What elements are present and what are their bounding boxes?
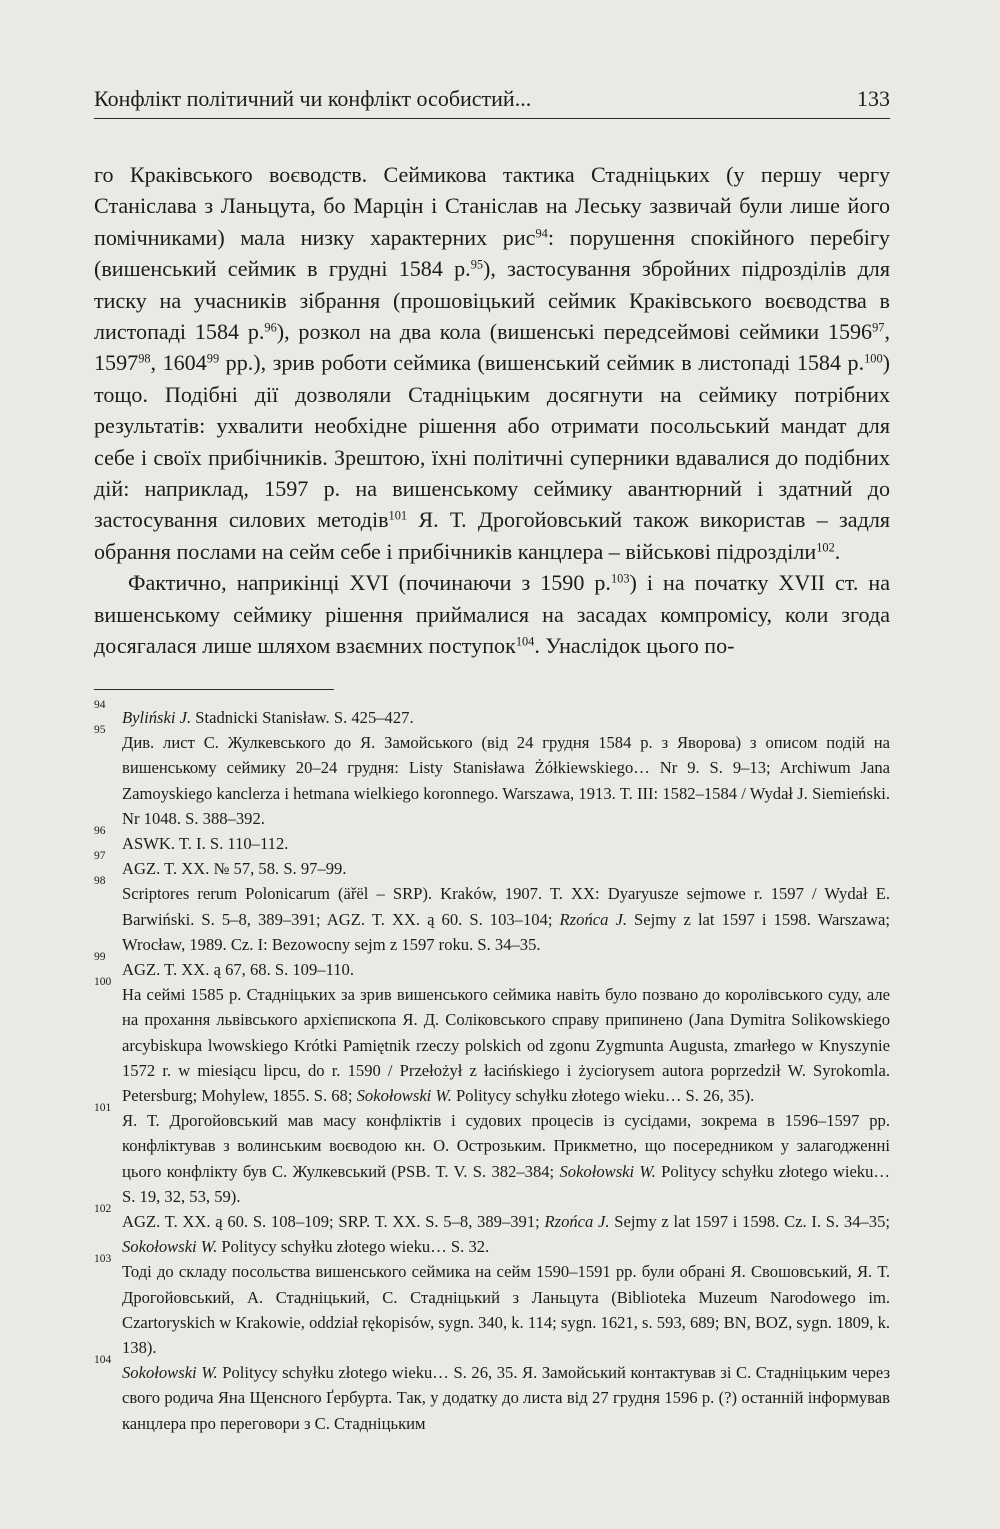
- footnote: 100 На сеймі 1585 р. Стадніцьких за зрив вишенського сеймика навіть було позвано до королівського суду, але на прохання львівського архієпископа Я. Д. Соліковського справу припинено (Jana Dymitra Solikowskiego arcybiskupa lwowskiego Krótki Pamiętnik rzeczy polskich od zgonu Zygmunta Augusta, zmarłego w Knyszynie 1572 r. w miesiącu lipcu, do r. 1590 / Przełożył z łacińskiego i życiorysem autora poprzedził W. Syrokomla. Petersburg; Mohylew, 1855. S. 68; Sokołowski W. Politycy schyłku złotego wieku… S. 26, 35).: [94, 976, 890, 1106]
- footnote-number: 104: [94, 1354, 112, 1367]
- footnote: 97 AGZ. T. XX. № 57, 58. S. 97–99.: [94, 850, 347, 879]
- running-title: Конфлікт політичний чи конфлікт особистий...: [94, 86, 532, 111]
- footnote: 101 Я. Т. Дрогойовський мав масу конфліктів і судових процесів із сусідами, зокрема в 1596–1597 рр. конфліктував з волинським воєводою кн. О. Острозьким. Прикметно, що посередником у залагодженні цього конфлікту був С. Жулкевський (PSB. T. V. S. 382–384; Sokołowski W. Politycy schyłku złotego wieku… S. 19, 32, 53, 59).: [94, 1102, 890, 1206]
- footnote-ref[interactable]: 100: [864, 352, 883, 367]
- footnotes: [94, 699, 891, 1436]
- paragraph-1: го Краківського воєводств. Сеймикова тактика Стадніцьких (у першу чергу Станіслава з Ланьцута, бо Марцін і Станіслав на Леську зазвичай були лише його помічниками) мала низку характерних рис$^{94}$: порушення спокійного перебігу (вишенський сеймик в грудні 1584 р.$^{95}$), застосування збройних підрозділів для тиску на учасників зібрання (прошовіцький сеймик Краківського воєводства в листопаді 1584 р.$^{96}$), розкол на два кола (вишенські передсеймові сеймики 1596$^{97}$, 1597$^{98}$, 1604$^{99}$ рр.), зрив роботи сеймика (вишенський сеймик в листопаді 1584 р.$^{100}$) тощо. Подібні дії дозволяли Стадніцьким досягнути на сеймику потрібних результатів: ухвалити необхідне рішення або отримати посольський мандат для себе і своїх прибічників. Зрештою, їхні політичні суперники вдавалися до подібних дій: наприклад, 1597 р. на вишенському сеймику авантюрний і здатний до застосування силових методів$^{101}$ Я. Т. Дрогойовський також використав – задля обрання послами на сейм себе і прибічників канцлера – військові підрозділи$^{102}$.: [94, 162, 891, 564]
- footnote-number: 95: [94, 724, 106, 737]
- footnote-number: 94: [94, 699, 106, 711]
- footnote-number: 101: [94, 1102, 112, 1115]
- footnote-number: 96: [94, 825, 106, 838]
- footnote-ref[interactable]: 98: [138, 352, 151, 367]
- footnote-ref[interactable]: 103: [610, 571, 630, 586]
- footnote: 102 AGZ. T. XX. ą 60. S. 108–109; SRP. T. XX. S. 5–8, 389–391; Rzońca J. Sejmy z lat 1597 i 1598. Cz. I. S. 34–35; Sokołowski W. Politycy schyłku złotego wieku… S. 32.: [94, 1203, 890, 1257]
- footnote-ref[interactable]: 104: [515, 634, 535, 649]
- running-header: [94, 86, 890, 112]
- footnote-ref[interactable]: 101: [388, 509, 408, 524]
- footnote: 99 AGZ. T. XX. ą 67, 68. S. 109–110.: [94, 951, 354, 980]
- footnote-number: 98: [94, 875, 106, 888]
- footnote-ref[interactable]: 97: [872, 320, 885, 335]
- footnote-separator: [94, 689, 334, 690]
- footnote-number: 103: [94, 1253, 112, 1266]
- footnote-number: 97: [94, 850, 106, 863]
- footnote-ref[interactable]: 102: [816, 540, 835, 555]
- footnote: 104 Sokołowski W. Politycy schyłku złotego wieku… S. 26, 35. Я. Замойський контактував зі С. Стадніцьким через свого родича Яна Щенсного Ґербурта. Так, у додатку до листа від 27 грудня 1596 р. (?) останній інформував канцлера про переговори з С. Стадніцьким: [94, 1354, 890, 1433]
- footnote-ref[interactable]: 96: [264, 320, 277, 335]
- footnote-ref[interactable]: 99: [206, 352, 220, 367]
- footnote-number: 100: [94, 976, 112, 989]
- footnote-ref[interactable]: 94: [535, 226, 548, 241]
- main-text: [94, 159, 890, 662]
- footnote-number: 99: [94, 951, 106, 964]
- footnote: 94 Byliński J. Stadnicki Stanisław. S. 425–427.: [94, 699, 414, 727]
- footnote: 98 Scriptores rerum Polonicarum (äřël – SRP). Kraków, 1907. T. XX: Dyaryusze sejmowe r. 1597 / Wydał E. Barwiński. S. 5–8, 389–391; AGZ. T. XX. ą 60. S. 103–104; Rzońca J. Sejmy z lat 1597 i 1598. Warszawa; Wrocław, 1989. Cz. I: Bezowocny sejm z 1597 roku. S. 34–35.: [94, 875, 890, 954]
- footnote: 95 Див. лист С. Жулкевського до Я. Замойського (від 24 грудня 1584 р. з Яворова) з описом подій на вишенському сеймику 20–24 грудня: Listy Stanisława Żółkiewskiego… Nr 9. S. 9–13; Archiwum Jana Zamoyskiego kanclerza i hetmana wielkiego koronnego. Warszawa, 1913. T. III: 1582–1584 / Wydał J. Siemieński. Nr 1048. S. 388–392.: [94, 724, 890, 828]
- header-rule: [94, 118, 890, 119]
- footnote-number: 102: [94, 1203, 112, 1216]
- page-number: 133: [857, 86, 890, 111]
- footnote-ref[interactable]: 95: [470, 257, 484, 272]
- footnote: 96 ASWK. T. I. S. 110–112.: [94, 825, 289, 854]
- footnote: 103 Тоді до складу посольства вишенського сеймика на сейм 1590–1591 рр. були обрані Я. Свошовський, Я. Т. Дрогойовський, А. Стадніцький, С. Стадніцький з Ланьцута (Biblioteka Muzeum Narodowego im. Czartoryskich w Krakowie, oddział rękopisów, sygn. 340, k. 114; sygn. 1621, s. 593, 689; BN, BOZ, sygn. 1809, k. 138).: [94, 1253, 891, 1358]
- paragraph-2: Фактично, наприкінці XVI (починаючи з 1590 р.$^{103}$) і на початку XVII ст. на вишенському сеймику рішення приймалися на засадах компромісу, коли згода досягалася лише шляхом взаємних поступок$^{104}$. Унаслідок цього по-: [94, 570, 890, 659]
